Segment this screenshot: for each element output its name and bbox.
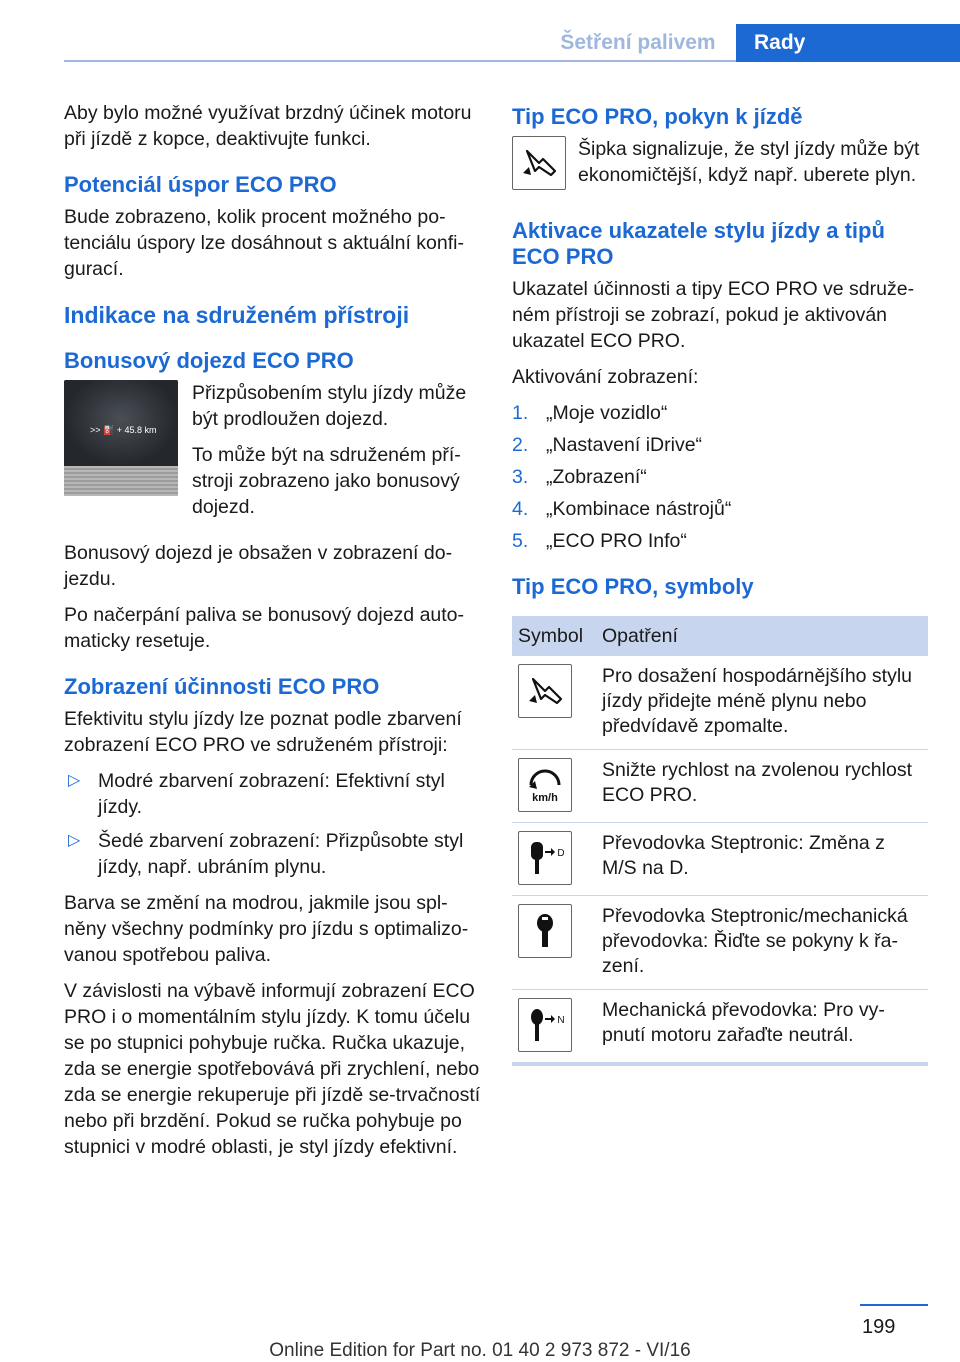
header-chapter-tab: Rady [736,24,960,62]
symbols-heading: Tip ECO PRO, symboly [512,574,754,599]
list-item [512,464,928,490]
table-cell-text: Pro dosažení hospodárnějšího stylu jízdy přidejte méně plynu nebo předvídavě zpomalte. [596,656,928,750]
bonus-range-display-image [64,380,178,496]
tip-heading: Tip ECO PRO, pokyn k jízdě [512,104,803,129]
bullet-text: Modré zbarvení zobrazení: Efektivní styl jízdy. [98,770,445,818]
activation-steps [512,400,928,554]
tip-paragraph: Šipka signalizuje, že styl jízdy může být ekonomičtější, když např. uberete plyn. [578,138,920,186]
efficiency-paragraph-2: Barva se změní na modrou, jakmile jsou spl-něny všechny podmínky pro jízdu s optimalizo-vanou spotřebou paliva. [64,892,469,966]
edition-note: Online Edition for Part no. 01 40 2 973 872 - VI/16 [269,1340,691,1361]
intro-paragraph: Aby bylo možné využívat brzdný účinek motoru při jízdě z kopce, deaktivujte funkci. [64,102,472,150]
list-item [512,400,928,426]
efficiency-heading: Zobrazení účinnosti ECO PRO [64,674,380,699]
symbols-table [512,616,928,1066]
list-item [512,432,928,458]
step-text: „Zobrazení“ [546,466,647,488]
list-item [512,496,928,522]
header-section-title: Šetření palivem [560,31,716,54]
bonus-paragraph-2: To může být na sdruženém pří-stroji zobrazeno jako bonusový dojezd. [192,444,461,518]
potential-heading: Potenciál úspor ECO PRO [64,172,337,197]
gear-to-n-icon [518,998,572,1052]
table-header-row [512,616,928,656]
efficiency-intro: Efektivitu stylu jízdy lze poznat podle zbarvení zobrazení ECO PRO ve sdruženém přístroji: [64,708,462,756]
table-row [512,990,928,1065]
table-cell-text: Snižte rychlost na zvolenou rychlost ECO PRO. [596,750,928,823]
speed-kmh-icon [518,758,572,812]
bonus-paragraph-1: Přizpůsobením stylu jízdy může být prodloužen dojezd. [192,382,467,430]
potential-paragraph: Bude zobrazeno, kolik procent možného po-tenciálu úspory lze dosáhnout s aktuální konfi-gurací. [64,206,464,280]
gear-to-d-icon [518,831,572,885]
step-text: „ECO PRO Info“ [546,530,687,552]
bonus-text [192,380,482,530]
bonus-paragraph-3: Bonusový dojezd je obsažen v zobrazení do-jezdu. [64,542,453,590]
display-bezel [64,466,178,496]
bonus-block [64,380,482,530]
step-number: 2. [512,434,529,456]
tip-block [512,136,928,198]
table-row [512,656,928,750]
right-column [512,100,928,1066]
column-header-symbol: Symbol [512,616,596,656]
step-number: 1. [512,402,529,424]
activation-paragraph-2: Aktivování zobrazení: [512,366,699,388]
triangle-bullet-icon: ▷ [68,832,81,849]
table-row [512,896,928,990]
cluster-heading: Indikace na sdruženém přístroji [64,302,410,328]
bonus-range-readout: >> ⛽ + 45.8 km [90,425,157,435]
bonus-heading: Bonusový dojezd ECO PRO [64,348,354,373]
table-row [512,823,928,896]
icon-label: N [557,1015,565,1026]
icon-label: km/h [532,792,558,804]
activation-heading: Aktivace ukazatele stylu jízdy a tipů ECO PRO [512,218,885,269]
bonus-paragraph-4: Po načerpání paliva se bonusový dojezd auto-maticky resetuje. [64,604,465,652]
step-text: „Nastavení iDrive“ [546,434,703,456]
table-cell-text: Převodovka Steptronic/mechanická převodovka: Řiďte se pokyny k řa-zení. [596,896,928,990]
foot-pedal-icon [512,136,566,190]
footer-rule [860,1304,928,1306]
display-screen [64,380,178,466]
bullet-text: Šedé zbarvení zobrazení: Přizpůsobte styl jízdy, např. ubráním plynu. [98,830,464,878]
efficiency-paragraph-3: V závislosti na výbavě informují zobrazení ECO PRO i o momentálním stylu jízdy. K tomu účelu se po stupnici pohybuje ručka. Ručka ukazuje, zda se energie spotřebovává při zrychlení, nebo zda se energie rekuperuje při jízdě se-trvačností nebo při brzdění. Pokud se ručka pohybuje po stupnici v modré oblasti, je styl jízdy efektivní. [64,980,481,1158]
step-text: „Moje vozidlo“ [546,402,668,424]
triangle-bullet-icon: ▷ [68,772,81,789]
list-item [64,828,482,880]
left-column [64,100,482,1170]
step-number: 3. [512,466,529,488]
table-row [512,750,928,823]
activation-paragraph-1: Ukazatel účinnosti a tipy ECO PRO ve sdruže-ném přístroji se zobrazí, pokud je aktivován ukazatel ECO PRO. [512,278,915,352]
gear-shift-icon [518,904,572,958]
list-item [64,768,482,820]
icon-label: D [557,848,565,859]
list-item [512,528,928,554]
efficiency-bullet-list [64,768,482,880]
step-number: 5. [512,530,529,552]
foot-pedal-icon [518,664,572,718]
table-cell-text: Převodovka Steptronic: Změna z M/S na D. [596,823,928,896]
table-cell-text: Mechanická převodovka: Pro vy-pnutí motoru zařaďte neutrál. [596,990,928,1065]
page-number: 199 [862,1316,896,1338]
column-header-action: Opatření [596,616,928,656]
step-text: „Kombinace nástrojů“ [546,498,732,520]
step-number: 4. [512,498,529,520]
